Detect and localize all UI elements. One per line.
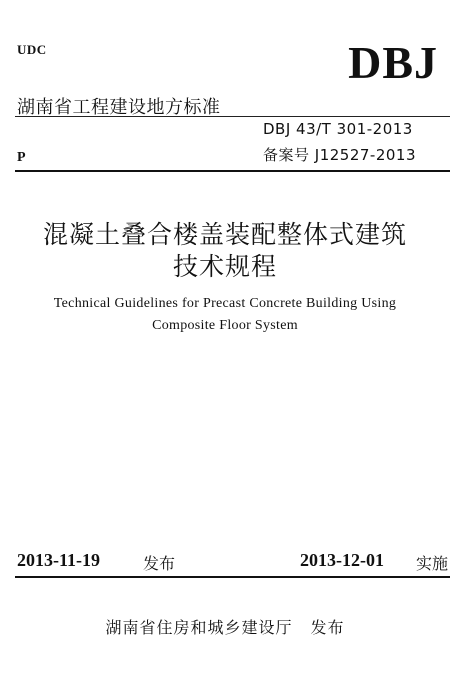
publisher-name: 湖南省住房和城乡建设厅 — [105, 618, 293, 637]
standard-series-title: 湖南省工程建设地方标准 — [17, 97, 221, 118]
category-divider — [15, 170, 450, 172]
implementation-date: 2013-12-01 — [300, 550, 384, 570]
chinese-title-line-1: 混凝土叠合楼盖装配整体式建筑 — [42, 220, 407, 249]
dates-divider — [15, 576, 450, 578]
filing-number: 备案号 J12527-2013 — [263, 146, 416, 164]
issue-date: 2013-11-19 — [17, 550, 100, 570]
chinese-title-line-2: 技术规程 — [172, 252, 277, 281]
header-divider — [15, 116, 450, 117]
standard-number: DBJ 43/T 301-2013 — [263, 120, 413, 138]
publish-label: 发布 — [310, 618, 345, 637]
dbj-logo: DBJ — [348, 37, 438, 88]
english-title-line-2: Composite Floor System — [152, 318, 298, 333]
category-code: P — [17, 150, 26, 165]
publisher-line — [0, 615, 450, 638]
implementation-label: 实施 — [416, 554, 449, 573]
english-title-line-1: Technical Guidelines for Precast Concrete Building Using — [53, 296, 397, 311]
issue-label: 发布 — [143, 554, 176, 573]
udc-label: UDC — [17, 42, 47, 57]
